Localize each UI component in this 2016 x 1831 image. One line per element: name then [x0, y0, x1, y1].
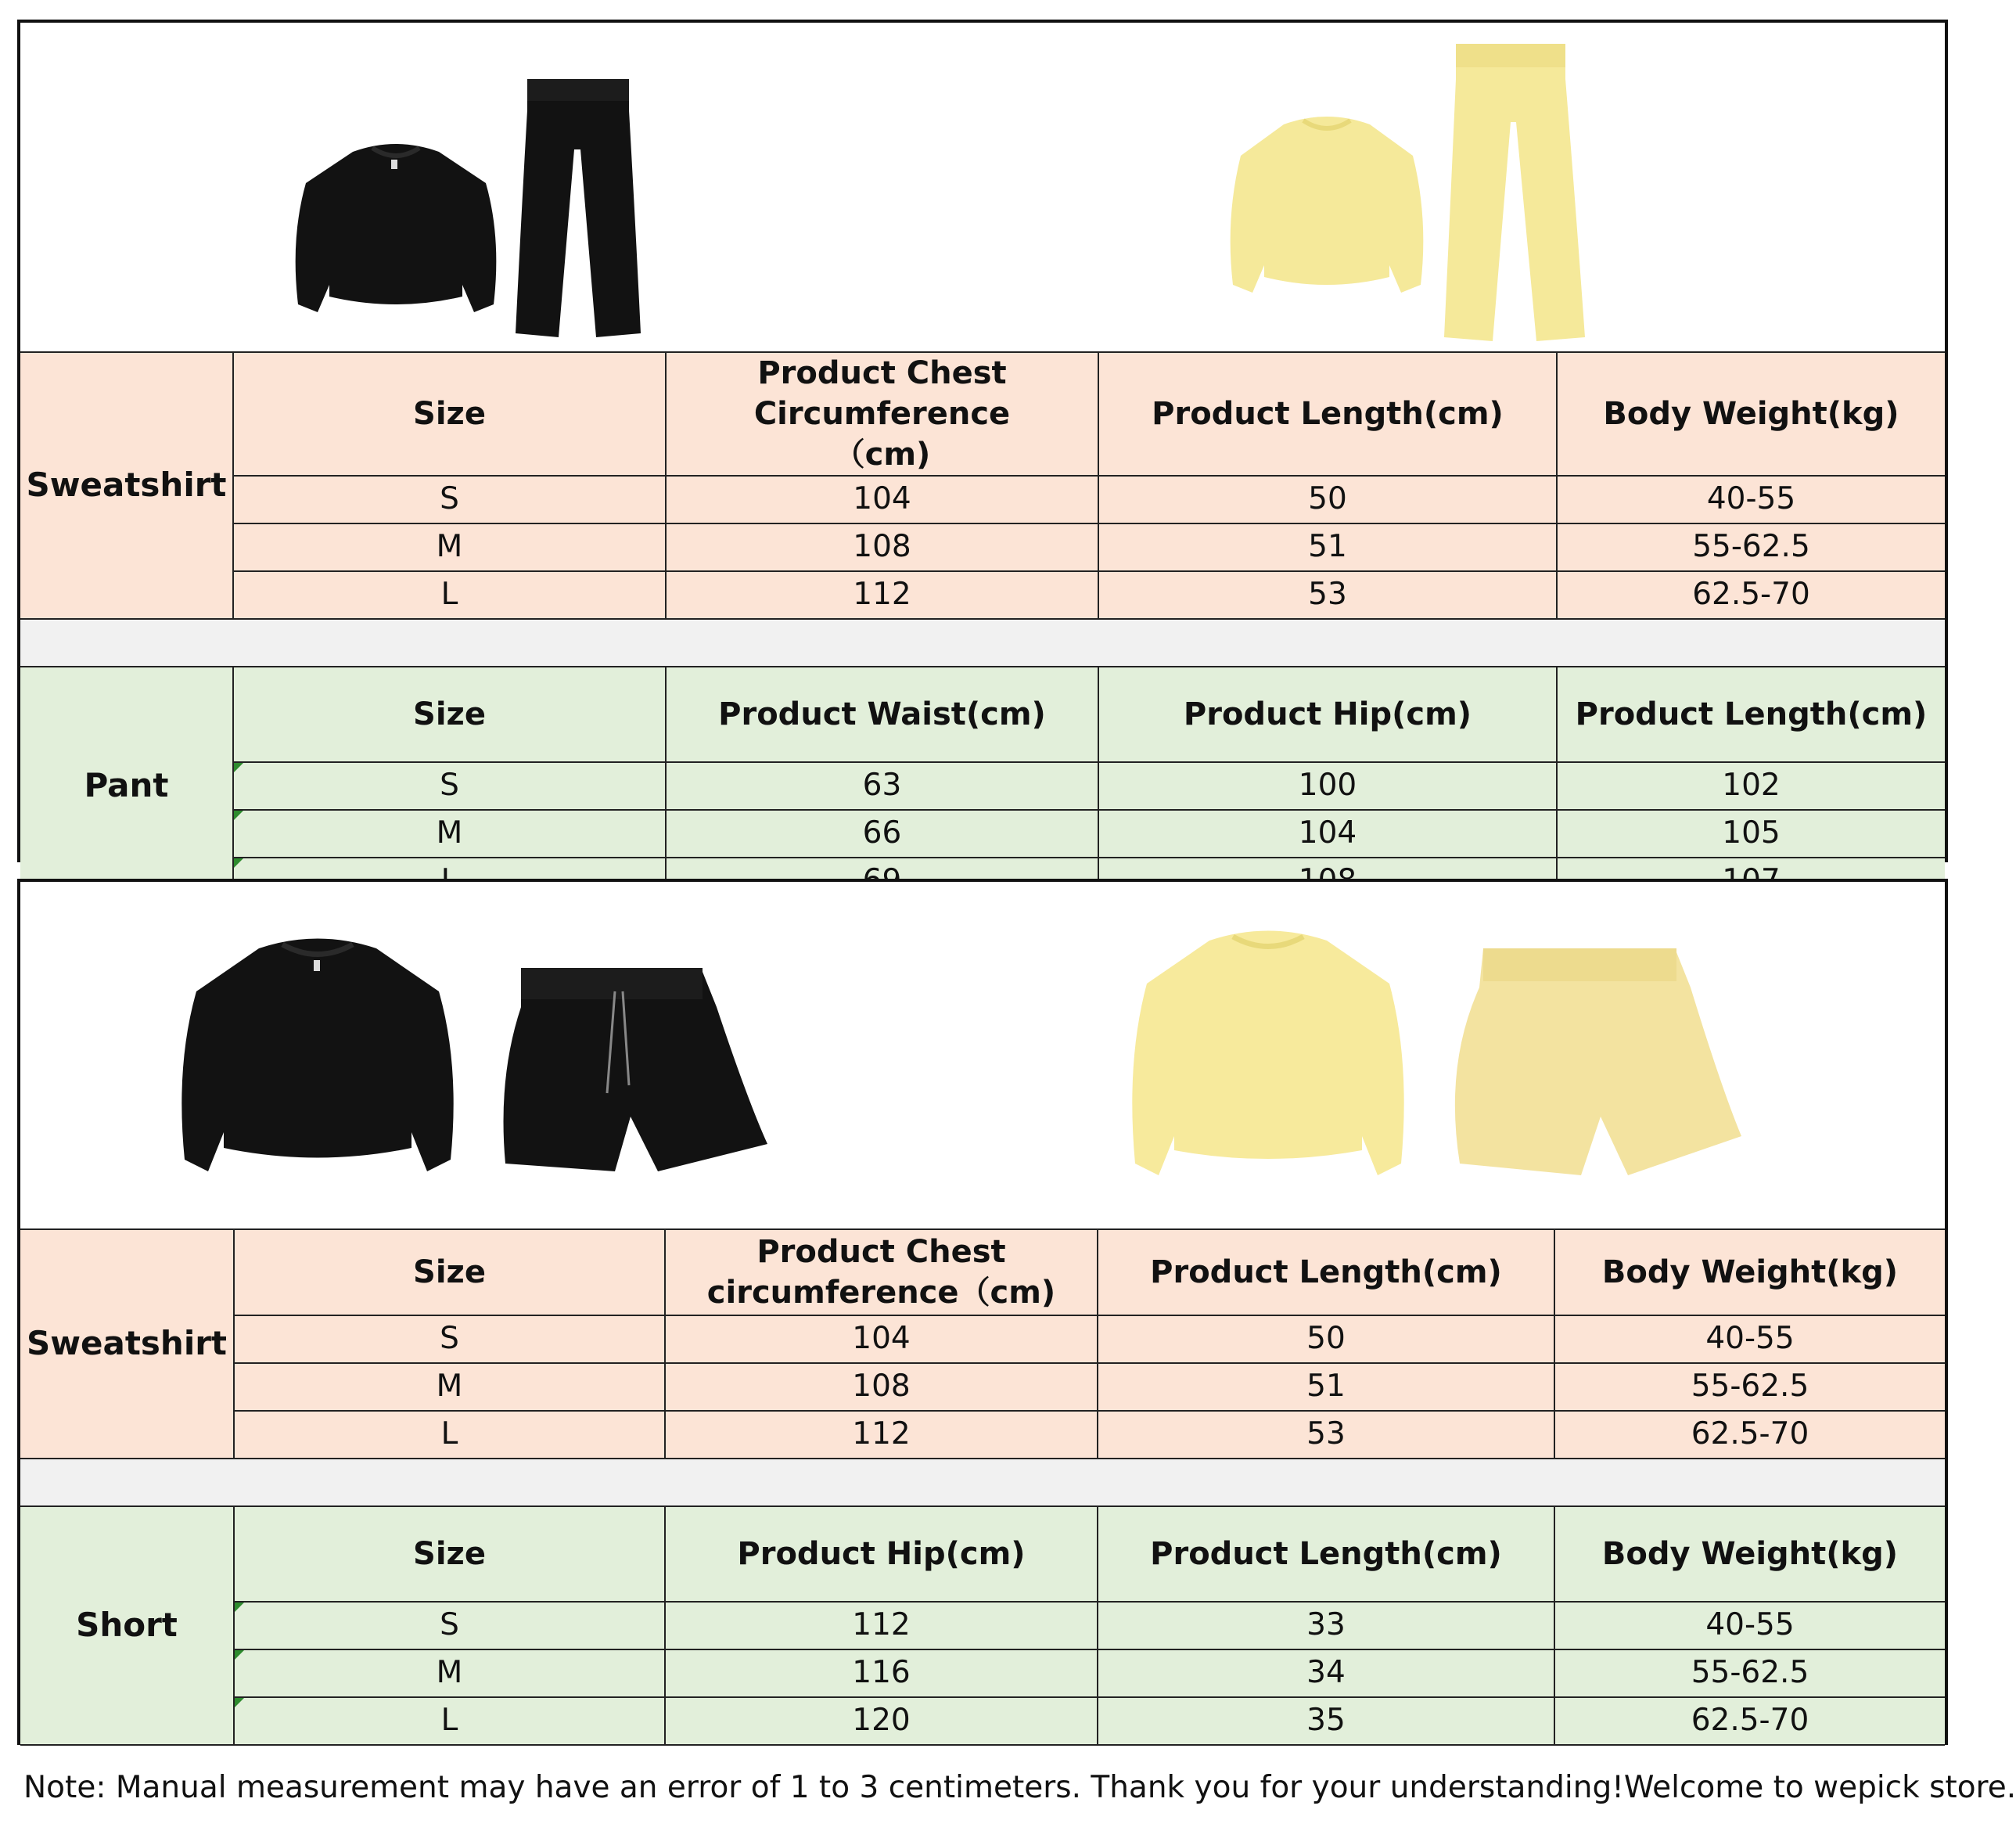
column-header: Product Waist(cm)	[666, 667, 1098, 762]
yellow-sweatshirt-image	[1221, 101, 1432, 304]
yellow-pant-image	[1436, 32, 1593, 345]
table-cell: L	[233, 571, 666, 619]
table-row	[20, 1602, 1945, 1649]
table-cell: 51	[1098, 523, 1557, 571]
table-cell: 120	[665, 1697, 1098, 1745]
table-cell: 108	[666, 523, 1098, 571]
category-label: Pant	[20, 667, 233, 905]
table-cell: 34	[1098, 1649, 1554, 1697]
column-header: Size	[233, 352, 666, 476]
category-label: Sweatshirt	[20, 352, 233, 619]
table-row	[20, 571, 1945, 619]
table-row	[20, 810, 1945, 858]
table-cell: 55-62.5	[1557, 523, 1945, 571]
table-cell: 104	[665, 1315, 1098, 1363]
table-cell: 112	[665, 1602, 1098, 1649]
table-row	[20, 1315, 1945, 1363]
table-cell: 62.5-70	[1554, 1411, 1945, 1459]
table-cell: 112	[665, 1411, 1098, 1459]
table-cell: M	[234, 1363, 665, 1411]
table-cell: 62.5-70	[1554, 1697, 1945, 1745]
black-sweatshirt-image	[169, 925, 466, 1183]
table-cell: 50	[1098, 1315, 1554, 1363]
table-cell: 35	[1098, 1697, 1554, 1745]
table-cell: S	[233, 762, 666, 810]
table-row	[20, 1363, 1945, 1411]
column-header: Product Hip(cm)	[665, 1506, 1098, 1602]
table-cell: 40-55	[1557, 476, 1945, 523]
black-sweatshirt-image	[286, 128, 505, 324]
table-cell: 105	[1557, 810, 1945, 858]
column-header: Body Weight(kg)	[1557, 352, 1945, 476]
table-cell: 51	[1098, 1363, 1554, 1411]
table-cell: 33	[1098, 1602, 1554, 1649]
category-label: Short	[20, 1506, 234, 1745]
product-photos	[20, 23, 1945, 351]
table-cell: S	[234, 1315, 665, 1363]
yellow-short-image	[1440, 941, 1745, 1183]
table-row	[20, 523, 1945, 571]
table-row	[20, 476, 1945, 523]
black-pant-image	[512, 63, 645, 341]
sweatshirt-size-table	[20, 1228, 1945, 1746]
size-chart-sweatshirt-pant	[17, 20, 1948, 862]
column-header: Product Hip(cm)	[1098, 667, 1557, 762]
table-cell: 53	[1098, 1411, 1554, 1459]
column-header: Body Weight(kg)	[1554, 1229, 1945, 1315]
table-cell: S	[234, 1602, 665, 1649]
yellow-sweatshirt-image	[1119, 917, 1417, 1187]
table-cell: 112	[666, 571, 1098, 619]
table-cell: 63	[666, 762, 1098, 810]
black-short-image	[490, 960, 771, 1179]
table-cell: 100	[1098, 762, 1557, 810]
sweatshirt-size-table	[20, 351, 1945, 906]
column-header: Body Weight(kg)	[1554, 1506, 1945, 1602]
table-row	[20, 762, 1945, 810]
table-row	[20, 1411, 1945, 1459]
table-cell: 104	[666, 476, 1098, 523]
table-cell: M	[233, 810, 666, 858]
table-cell: S	[233, 476, 666, 523]
table-cell: 108	[665, 1363, 1098, 1411]
table-cell: 55-62.5	[1554, 1363, 1945, 1411]
table-cell: 102	[1557, 762, 1945, 810]
table-row	[20, 1697, 1945, 1745]
table-row	[20, 1649, 1945, 1697]
table-cell: 50	[1098, 476, 1557, 523]
category-label: Sweatshirt	[20, 1229, 234, 1459]
table-cell: 40-55	[1554, 1315, 1945, 1363]
table-cell: 53	[1098, 571, 1557, 619]
column-header: Size	[233, 667, 666, 762]
table-cell: L	[234, 1697, 665, 1745]
measurement-note: Note: Manual measurement may have an error of 1 to 3 centimeters. Thank you for your understanding!Welcome to wepick store.	[23, 1770, 2016, 1805]
table-cell: 66	[666, 810, 1098, 858]
spacer-row	[20, 619, 1945, 667]
product-photos	[20, 882, 1945, 1228]
column-header: Size	[234, 1229, 665, 1315]
table-cell: L	[234, 1411, 665, 1459]
column-header: Product Chest circumference（cm)	[665, 1229, 1098, 1315]
spacer-row	[20, 1459, 1945, 1506]
size-chart-sweatshirt-short	[17, 879, 1948, 1745]
table-cell: 55-62.5	[1554, 1649, 1945, 1697]
table-cell: 104	[1098, 810, 1557, 858]
column-header: Size	[234, 1506, 665, 1602]
column-header: Product Length(cm)	[1557, 667, 1945, 762]
table-cell: 40-55	[1554, 1602, 1945, 1649]
column-header: Product Chest Circumference（cm)	[666, 352, 1098, 476]
table-cell: M	[234, 1649, 665, 1697]
column-header: Product Length(cm)	[1098, 1506, 1554, 1602]
table-cell: 116	[665, 1649, 1098, 1697]
column-header: Product Length(cm)	[1098, 352, 1557, 476]
table-cell: 62.5-70	[1557, 571, 1945, 619]
column-header: Product Length(cm)	[1098, 1229, 1554, 1315]
table-cell: M	[233, 523, 666, 571]
